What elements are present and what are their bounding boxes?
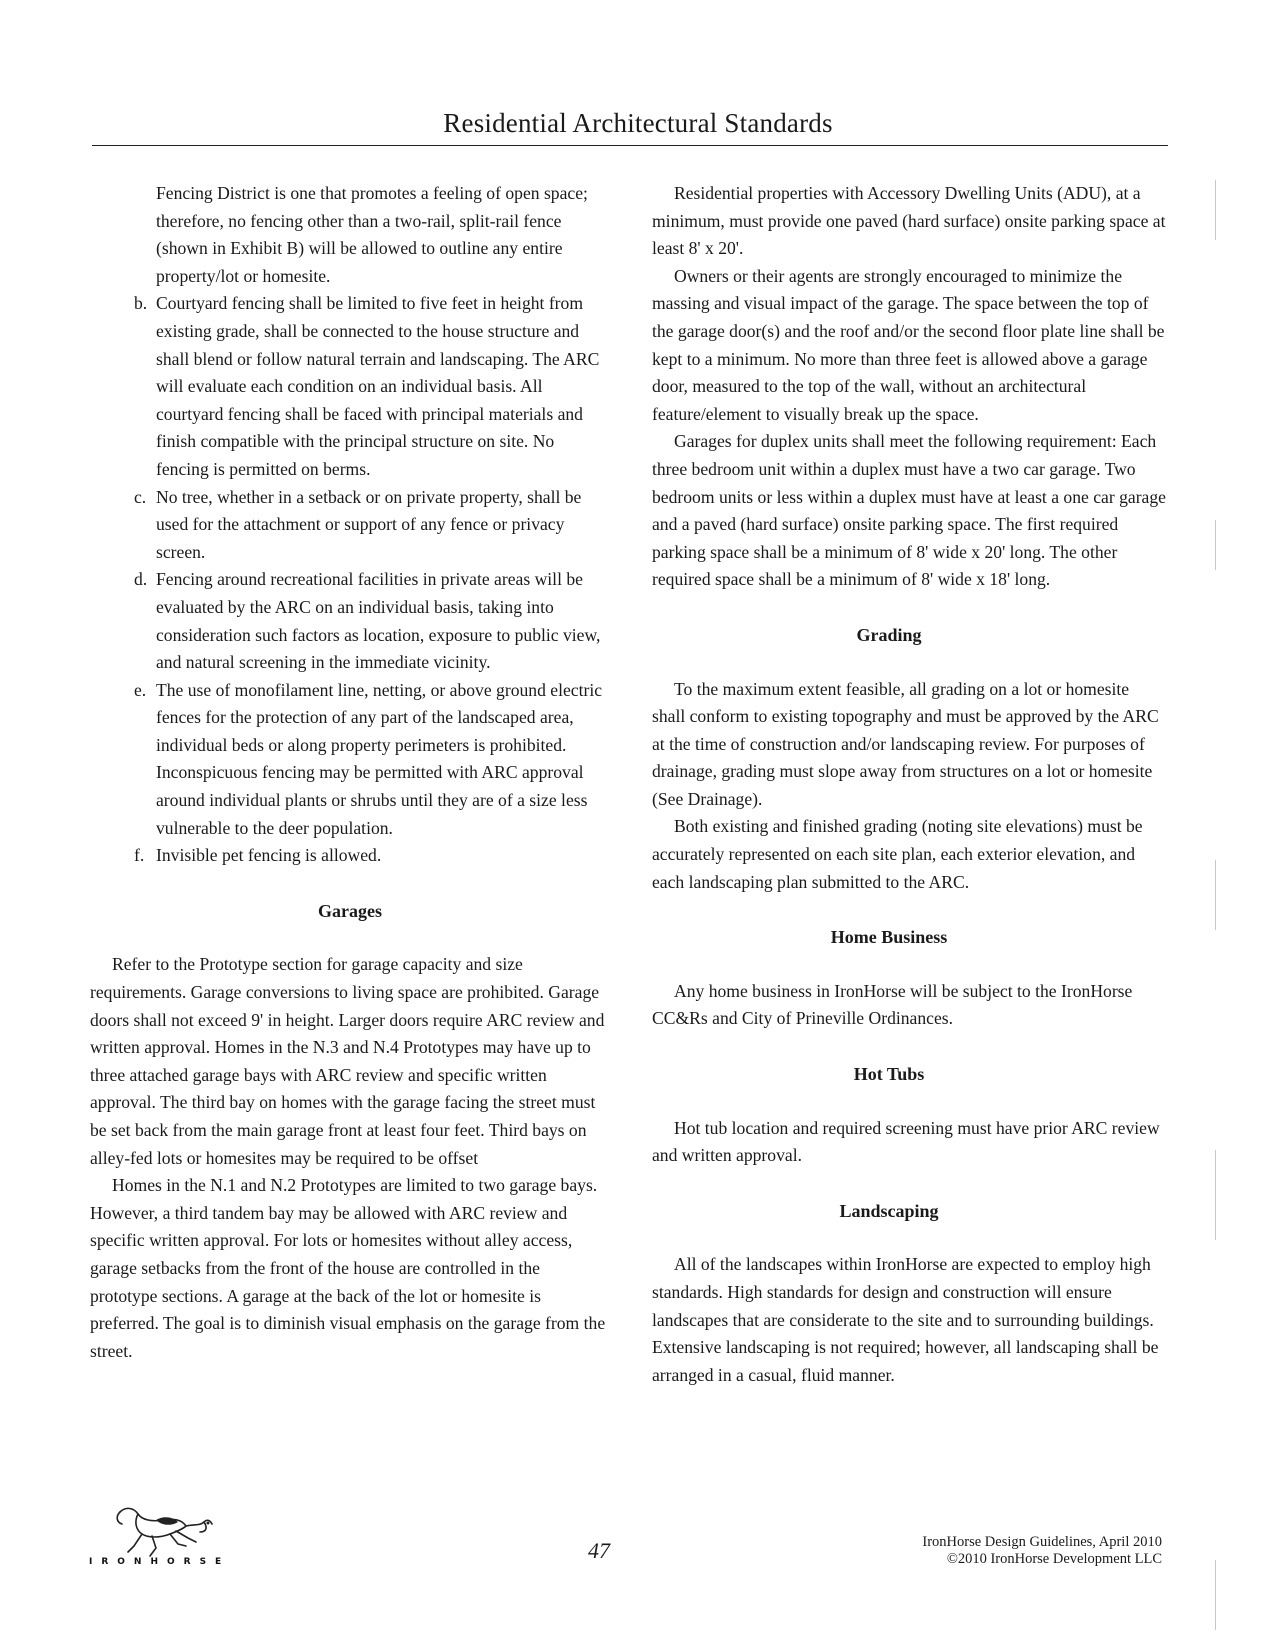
scan-edge-mark	[1215, 180, 1216, 240]
landscaping-heading: Landscaping	[839, 1200, 939, 1221]
right-column	[652, 180, 1166, 1389]
grading-heading: Grading	[856, 624, 922, 645]
grading-paragraph-2: Both existing and finished grading (noting site elevations) must be accurately represented on each site plan, each exterior elevation, and each landscaping plan submitted to the ARC.	[652, 816, 1143, 892]
list-item-text: Invisible pet fencing is allowed.	[156, 845, 382, 866]
list-marker: f.	[134, 845, 145, 866]
list-marker: e.	[134, 679, 147, 700]
page-number: 47	[588, 1538, 610, 1563]
list-item	[90, 677, 610, 843]
list-item	[90, 290, 610, 483]
garages-paragraph-1: Refer to the Prototype section for garage capacity and size requirements. Garage conversions to living space are prohibited. Garage doors shall not exceed 9' in height. Larger doors require ARC review and written approval. Homes in the N.3 and N.4 Prototypes may have up to three attached garage bays with ARC review and specific written approval. The third bay on homes with the garage facing the street must be set back from the main garage front at least four feet. Third bays on alley-fed lots or homesites may be required to be offset	[90, 954, 605, 1168]
adu-paragraph: Residential properties with Accessory Dwelling Units (ADU), at a minimum, must provide one paved (hard surface) onsite parking space at least 8' x 20'.	[652, 183, 1166, 259]
header-rule	[92, 145, 1168, 146]
footer-guidelines: IronHorse Design Guidelines, April 2010	[922, 1534, 1162, 1550]
page-title: Residential Architectural Standards	[443, 108, 833, 138]
home-business-paragraph: Any home business in IronHorse will be subject to the IronHorse CC&Rs and City of Prineville Ordinances.	[652, 980, 1133, 1029]
scan-edge-mark	[1215, 1560, 1216, 1630]
list-marker: d.	[134, 569, 148, 590]
hot-tubs-heading: Hot Tubs	[853, 1064, 925, 1085]
list-marker: b.	[134, 293, 148, 314]
scan-edge-mark	[1215, 520, 1216, 570]
hot-tubs-paragraph: Hot tub location and required screening must have prior ARC review and written approval.	[652, 1117, 1160, 1166]
list-item-text: The use of monofilament line, netting, or above ground electric fences for the protection of any part of the landscaped area, individual beds or along property perimeters is prohibited. Inconspicuous fencing may be permitted with ARC approval around individual plants or shrubs until they are of a size less vulnerable to the deer population.	[156, 679, 603, 838]
list-item	[90, 484, 610, 567]
list-item-text: Fencing around recreational facilities in private areas will be evaluated by the ARC on an individual basis, taking into consideration such factors as location, exposure to public view, and natural screening in the immediate vicinity.	[156, 569, 601, 673]
fencing-list	[90, 290, 610, 869]
footer-copyright: ©2010 IronHorse Development LLC	[946, 1551, 1162, 1567]
scan-edge-mark	[1215, 1150, 1216, 1240]
list-item-text: Courtyard fencing shall be limited to five feet in height from existing grade, shall be connected to the house structure and shall blend or follow natural terrain and landscaping. The ARC will evaluate each condition on an individual basis. All courtyard fencing shall be faced with principal materials and finish compatible with the principal structure on site. No fencing is permitted on berms.	[156, 293, 600, 479]
garage-massing-paragraph: Owners or their agents are strongly encouraged to minimize the massing and visual impact of the garage. The space between the top of the garage door(s) and the roof and/or the second floor plate line shall be kept to a minimum. No more than three feet is allowed above a garage door, measured to the top of the wall, without an architectural feature/element to visually break up the space.	[652, 265, 1165, 424]
scan-edge-mark	[1215, 860, 1216, 930]
list-item	[90, 566, 610, 676]
home-business-heading: Home Business	[830, 927, 948, 948]
list-marker: c.	[134, 486, 147, 507]
fencing-district-paragraph: Fencing District is one that promotes a feeling of open space; therefore, no fencing other than a two-rail, split-rail fence (shown in Exhibit B) will be allowed to outline any entire property/lot or homesite.	[156, 183, 588, 286]
garages-heading: Garages	[318, 900, 382, 921]
grading-paragraph-1: To the maximum extent feasible, all grading on a lot or homesite shall conform to existing topography and must be approved by the ARC at the time of construction and/or landscaping review. For purposes of drainage, grading must slope away from structures on a lot or homesite (See Drainage).	[652, 678, 1159, 809]
horse-logo-icon	[112, 1498, 222, 1562]
footer-credits	[880, 1534, 1162, 1568]
duplex-garages-paragraph: Garages for duplex units shall meet the following requirement: Each three bedroom unit within a duplex must have a two car garage. Two bedroom units or less within a duplex must have at least a one car garage and a paved (hard surface) onsite parking space. The first required parking space shall be a minimum of 8' wide x 20' long. The other required space shall be a minimum of 8' wide x 18' long.	[652, 431, 1166, 590]
list-item	[90, 842, 610, 870]
list-item-text: No tree, whether in a setback or on private property, shall be used for the attachment or support of any fence or privacy screen.	[156, 486, 582, 562]
footer-brand: IRONHORSE	[89, 1557, 231, 1567]
garages-paragraph-2: Homes in the N.1 and N.2 Prototypes are limited to two garage bays. However, a third tandem bay may be allowed with ARC review and specific written approval. For lots or homesites without alley access, garage setbacks from the front of the house are controlled in the prototype sections. A garage at the back of the lot or homesite is preferred. The goal is to diminish visual emphasis on the garage from the street.	[90, 1175, 606, 1361]
left-column	[90, 180, 610, 1365]
landscaping-paragraph: All of the landscapes within IronHorse are expected to employ high standards. High standards for design and construction will ensure landscapes that are considerate to the site and to surrounding buildings. Extensive landscaping is not required; however, all landscaping shall be arranged in a casual, fluid manner.	[652, 1254, 1159, 1385]
